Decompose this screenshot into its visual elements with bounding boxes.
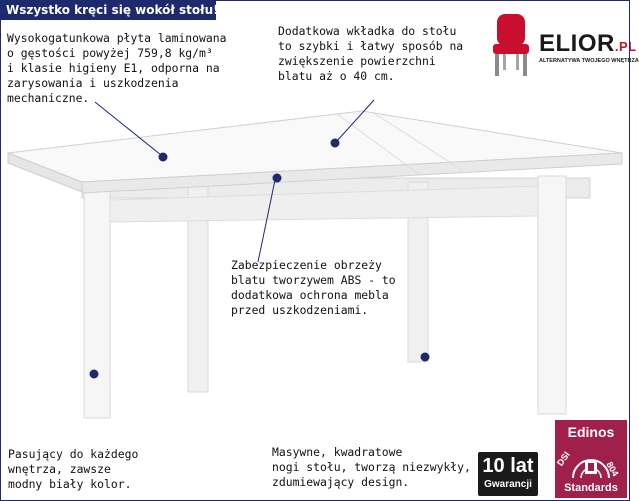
callout-abs-edges: Zabezpieczenie obrzeży blatu tworzywem ABS - to dodatkowa ochrona mebla przed uszkodzeniami. (231, 258, 396, 317)
logo-tagline: ALTERNATYWA TWOJEGO WNĘTRZA (539, 58, 639, 64)
seal-icon (569, 444, 613, 480)
marker-color (90, 370, 99, 379)
logo-word: ELIOR (539, 30, 615, 57)
edinos-code-right: 804 (604, 460, 621, 479)
warranty-label: Gwarancji (484, 479, 532, 490)
marker-edges (273, 174, 282, 183)
warranty-badge (478, 452, 538, 496)
chair-icon (489, 12, 535, 78)
callout-square-legs: Masywne, kwadratowe nogi stołu, tworzą niezwykły, zdumiewający design. (272, 445, 471, 489)
warranty-years: 10 lat (482, 455, 534, 477)
logo-suffix: .PL (614, 39, 637, 54)
table-leg-front-right (538, 176, 566, 414)
marker-legs (421, 353, 430, 362)
edinos-standards: Standards (564, 482, 618, 494)
marker-insert (331, 139, 340, 148)
edinos-title: Edinos (567, 424, 615, 440)
table-leg-front-left (84, 190, 110, 418)
edinos-code-left: DSI (555, 449, 572, 468)
header-banner: Wszystko kręci się wokół stołu! (0, 0, 216, 20)
elior-logo[interactable] (489, 10, 639, 80)
edinos-badge (555, 420, 627, 498)
callout-white-color: Pasujący do każdego wnętrza, zawsze modny biały kolor. (8, 447, 139, 491)
callout-board-quality: Wysokogatunkowa płyta laminowana o gęstości powyżej 759,8 kg/m³ i klasie higieny E1, odporna na zarysowania i uszkodzenia mechaniczne. (7, 31, 227, 105)
marker-board (159, 153, 168, 162)
logo-wordmark (539, 30, 637, 58)
callout-table-insert: Dodatkowa wkładka do stołu to szybki i łatwy sposób na zwiększenie powierzchni blatu aż o 40 cm. (278, 24, 464, 83)
